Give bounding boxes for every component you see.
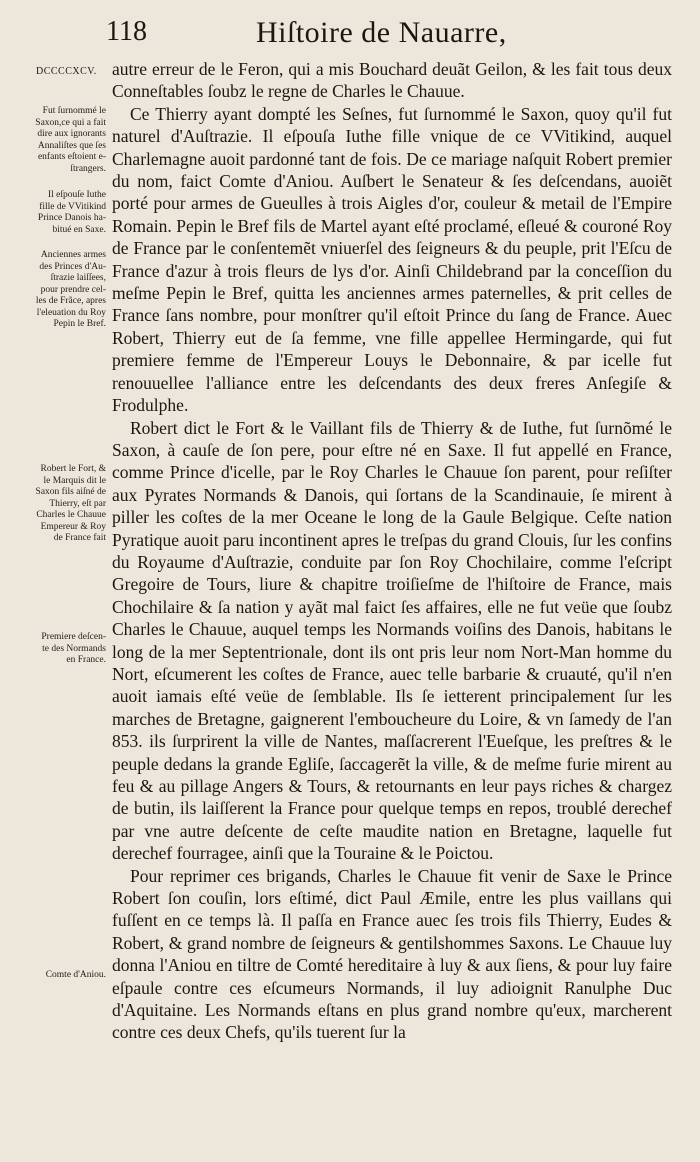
margin-note <box>14 106 106 175</box>
margin-note-line: ſtrazie laiſſees, <box>50 273 106 283</box>
margin-note-line: pour prendre cel- <box>40 284 106 295</box>
running-title: Hiſtoire de Nauarre, <box>256 16 507 49</box>
margin-note-line: Saxon fils aiſné de <box>35 487 106 497</box>
margin-note-line: dire aux ignorants <box>37 129 106 139</box>
margin-note <box>14 190 106 236</box>
margin-note-line: le Marquis dit le <box>43 475 106 486</box>
paragraph: Ce Thierry ayant dompté les Seſnes, fut ſurnommé le Saxon, quoy qu'il fut naturel d'Auſtrazie. Il eſpouſa Iuthe fille vnique de ce VVitikind, auquel Charlemagne auoit pardonné tant de fois. De ce mariage naſquit Robert premier du nom, faict Comte d'Aniou. Auſbert le Senateur & ſes deſcendans, auoiẽt porté pour armes de Gueulles à trois Aigles d'or, couleur & metail de l'Empire Romain. Pepin le Bref fils de Martel ayant eſté proclamé, eſleué & couroné Roy de France par le conſentemẽt vniuerſel des ſeigneurs & du peuple, prit l'Eſcu de France d'azur à trois fleurs de lys d'or. Ainſi Childebrand par la conceſſion du meſme Pepin le Bref, quitta les anciennes armes paternelles, & prit celles de France ſans nombre, pour monſtrer qu'il eſtoit Prince du ſang de France. Auec Robert, Thierry eut de ſa femme, vne fille appellee Hermingarde, qui fut premiere femme de l'Empereur Louys le Debonnaire, & par icelle fut renouuellee l'alliance entre les deſcendants des deux freres Anſegiſe & Frodulphe. <box>112 103 672 416</box>
margin-note-line: bitué en Saxe. <box>52 224 106 235</box>
margin-note-line: Charles le Chauue <box>36 510 106 520</box>
margin-note-line: te des Normands <box>42 643 106 654</box>
margin-note-line: fille de VVitikind <box>39 201 106 212</box>
margin-note-line: Empereur & Roy <box>40 521 106 532</box>
margin-note-line: Annaliſtes que ſes <box>37 140 106 151</box>
margin-note-line: Pepin le Bref. <box>53 319 106 329</box>
margin-note <box>14 250 106 331</box>
margin-note-line: Anciennes armes <box>40 250 106 260</box>
margin-note-line: Comte d'Aniou. <box>45 970 106 980</box>
margin-note-line: les de Frãce, apres <box>35 296 106 306</box>
margin-note-line: Thierry, eſt par <box>49 498 106 509</box>
margin-note-line: en France. <box>66 655 106 665</box>
margin-note-line: l'eleuation du Roy <box>36 307 106 318</box>
margin-note <box>14 464 106 545</box>
paragraph: Pour reprimer ces brigands, Charles le Chauue fit venir de Saxe le Prince Robert ſon couſin, lors eſtimé, dict Paul Æmile, entre les plus vaillans qui fuſſent en ce temps là. Il paſſa en France auec ſes trois fils Thierry, Eudes & Robert, & grand nombre de ſeigneurs & gentilshommes Saxons. Le Chauue luy donna l'Aniou en tiltre de Comté hereditaire à luy & aux ſiens, & pour luy faire eſpaule contre ces eſcumeurs Normands, il luy adioignit Ranulphe Duc d'Aquitaine. Les Normands eſtans en plus grand nombre qu'eux, marcherent contre ces deux Chefs, qu'ils tuerent ſur la <box>112 865 672 1043</box>
page-number: 118 <box>106 16 147 47</box>
page-header <box>106 16 676 52</box>
paragraph: autre erreur de le Feron, qui a mis Bouchard deuãt Geilon, & les fait tous deux Conneſtables ſoubz le regne de Charles le Chauue. <box>112 59 672 102</box>
margin-note-line: Il eſpouſe Iuthe <box>47 190 106 200</box>
paragraph: Robert dict le Fort & le Vaillant fils de Thierry & de Iuthe, fut ſurnõmé le Saxon, à cauſe de ſon pere, pour eſtre né en Saxe. Il fut appellé en France, comme Prince d'icelle, par le Roy Charles le Chauue ſon parent, pour reſiſter aux Pyrates Normands & Danois, qui ſortans de la Scandinauie, ſe mirent à piller les coſtes de la mer Oceane le long de la Gaule Belgique. Ceſte nation Pyratique auoit paru incontinent apres le treſpas du grand Clouis, ſur les confins du Royaume d'Auſtrazie, conduite par ſon Roy Chochilaire, comme l'eſcript Gregoire de Tours, liure & chapitre troiſieſme de l'hiſtoire de France, mais Chochilaire & ſa nation y ayãt mal faict ſes affaires, elle ne fut veüe que ſoubz Charles le Chauue, auquel temps les Normands voiſins des Danois, habitans le long de la mer Septentrionale, dont ils ont pris leur nom Nort-Man homme du Nort, eſcumerent les coſtes de France, auec telle barbarie & cruauté, qu'il n'en auoit iamais eſté veüe de ſemblable. Ils ſe ietterent principalement ſur les marches de Bretagne, gaignerent l'emboucheure du Loire, & vn ſamedy de l'an 853. ils ſurprirent la ville de Nantes, maſſacrerent l'Eueſque, les preſtres & le peuple dedans la grande Egliſe, ſaccagerẽt la ville, & de meſme furie mirent au feu & au pillage Angers & Tours, & retournants en leur pays riches & chargez de butin, ils laiſſerent la France pour quelque temps en repos, troublé derechef par vne autre deſcente de ceſte maudite nation en Bretagne, laquelle fut derechef fourragee, ainſi que la Touraine & le Poictou. <box>112 417 672 864</box>
margin-note-line: de France fait <box>53 533 106 543</box>
main-text-column <box>112 58 672 1044</box>
margin-note-line: Robert le Fort, & <box>40 464 106 474</box>
margin-note <box>14 970 106 982</box>
margin-note-line: Fut ſurnommé le <box>42 106 106 116</box>
margin-note-line: Prince Danois ha- <box>37 213 106 223</box>
margin-note-line: Saxon,ce qui a fait <box>35 117 106 128</box>
margin-note-line: ſtrangers. <box>70 163 106 174</box>
margin-note-line: enfants eſtoient e- <box>37 152 106 162</box>
margin-note-line: Premiere deſcen- <box>41 632 106 642</box>
margin-year: DCCCCXCV. <box>36 66 97 77</box>
margin-note <box>14 632 106 667</box>
margin-note-line: des Princes d'Au- <box>39 261 106 272</box>
